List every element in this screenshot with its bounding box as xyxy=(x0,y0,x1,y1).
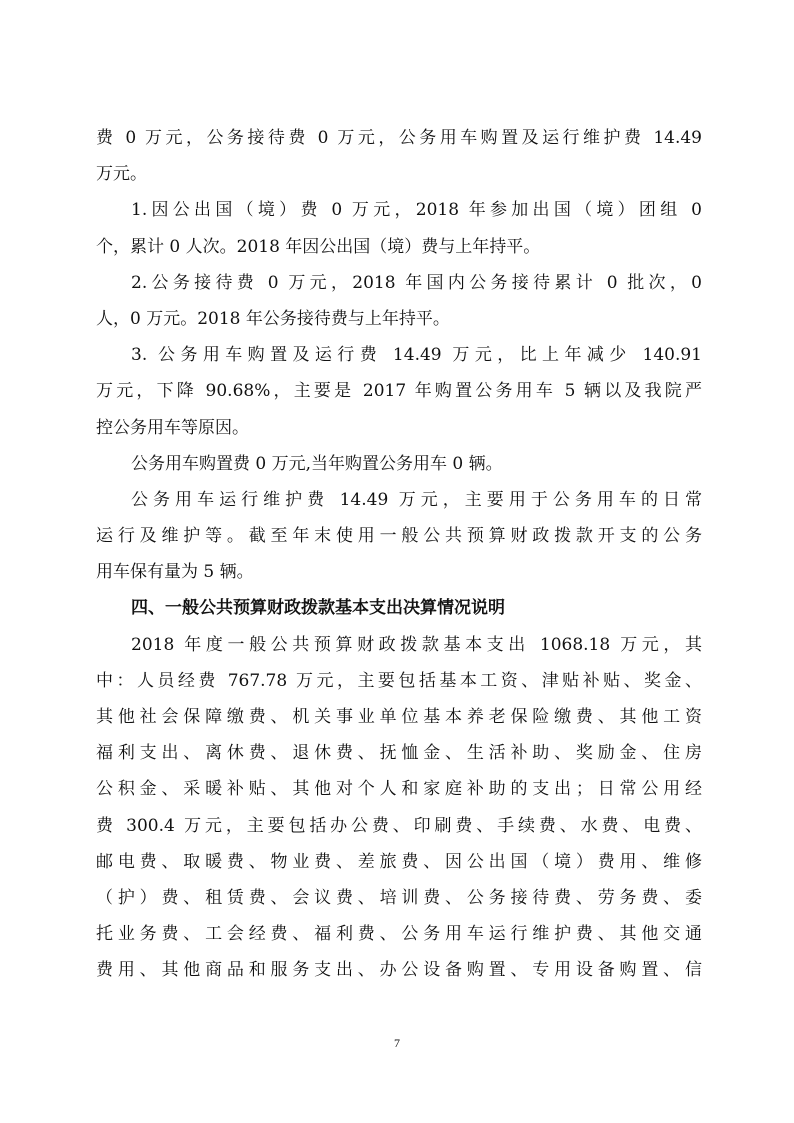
text-line: 费用、其他商品和服务支出、办公设备购置、专用设备购置、信 xyxy=(96,960,702,981)
text-line: 托业务费、工会经费、福利费、公务用车运行维护费、其他交通 xyxy=(96,924,702,945)
text-line: 1.因公出国（境）费 0 万元，2018 年参加出国（境）团组 0 xyxy=(131,200,702,221)
text-line: 中：人员经费 767.78 万元，主要包括基本工资、津贴补贴、奖金、 xyxy=(96,670,702,691)
text-line: 公务用车购置费 0 万元,当年购置公务用车 0 辆。 xyxy=(131,453,503,474)
text-line: 个，累计 0 人次。2018 年因公出国（境）费与上年持平。 xyxy=(96,236,541,257)
text-line: 其他社会保障缴费、机关事业单位基本养老保险缴费、其他工资 xyxy=(96,707,702,727)
text-line: 公务用车运行维护费 14.49 万元，主要用于公务用车的日常 xyxy=(131,489,702,510)
text-line: 用车保有量为 5 辆。 xyxy=(96,562,254,583)
text-line: 福利支出、离休费、退休费、抚恤金、生活补助、奖励金、住房 xyxy=(96,743,702,764)
text-line: （护）费、租赁费、会议费、培训费、公务接待费、劳务费、委 xyxy=(96,887,702,908)
text-line: 人，0 万元。2018 年公务接待费与上年持平。 xyxy=(96,308,450,329)
text-line: 3. 公务用车购置及运行费 14.49 万元，比上年减少 140.91 xyxy=(131,345,702,366)
text-line: 邮电费、取暖费、物业费、差旅费、因公出国（境）费用、维修 xyxy=(96,851,702,872)
text-line: 费 300.4 万元，主要包括办公费、印刷费、手续费、水费、电费、 xyxy=(96,815,702,836)
text-line: 公积金、采暖补贴、其他对个人和家庭补助的支出；日常公用经 xyxy=(96,779,702,800)
section-heading: 四、一般公共预算财政拨款基本支出决算情况说明 xyxy=(131,598,505,619)
text-line: 控公务用车等原因。 xyxy=(96,417,249,438)
text-line: 费 0 万元，公务接待费 0 万元，公务用车购置及运行维护费 14.49 xyxy=(96,128,702,148)
page-number: 7 xyxy=(394,1036,400,1050)
text-line: 2018 年度一般公共预算财政拨款基本支出 1068.18 万元，其 xyxy=(131,634,702,655)
text-line: 万元。 xyxy=(96,164,147,185)
body-text xyxy=(96,120,702,989)
text-line: 万元，下降 90.68%，主要是 2017 年购置公务用车 5 辆以及我院严 xyxy=(96,381,702,402)
text-line: 运行及维护等。截至年末使用一般公共预算财政拨款开支的公务 xyxy=(96,526,702,547)
text-line: 2.公务接待费 0 万元，2018 年国内公务接待累计 0 批次，0 xyxy=(131,272,702,293)
